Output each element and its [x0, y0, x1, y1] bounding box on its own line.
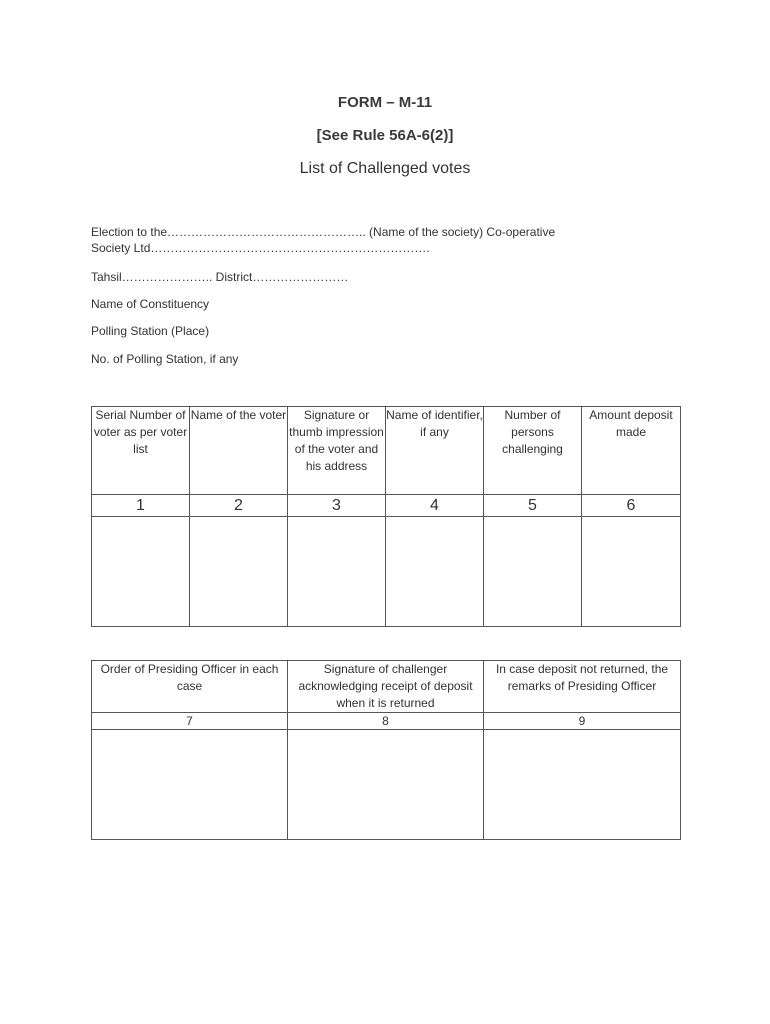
- column-header-amount-deposit: Amount deposit made: [582, 407, 681, 495]
- blank-cell: [484, 730, 681, 840]
- column-number: 7: [92, 713, 288, 730]
- column-number: 8: [288, 713, 484, 730]
- blank-cell: [288, 730, 484, 840]
- column-header-persons-challenging: Number of persons challenging: [484, 407, 582, 495]
- column-number: 5: [484, 495, 582, 517]
- column-header-challenger-signature: Signature of challenger acknowledging receipt of deposit when it is returned: [288, 661, 484, 713]
- column-header-signature: Signature or thumb impression of the voter and his address: [288, 407, 386, 495]
- blank-cell: [92, 517, 190, 627]
- blank-cell: [386, 517, 484, 627]
- column-header-voter-name: Name of the voter: [190, 407, 288, 495]
- column-header-identifier: Name of identifier, if any: [386, 407, 484, 495]
- blank-cell: [92, 730, 288, 840]
- presiding-officer-table: [91, 660, 681, 840]
- tahsil-district-line: Tahsil………………….. District……………………: [91, 270, 349, 284]
- challenged-votes-table: [91, 406, 681, 627]
- column-header-presiding-order: Order of Presiding Officer in each case: [92, 661, 288, 713]
- blank-cell: [484, 517, 582, 627]
- column-number: 9: [484, 713, 681, 730]
- rule-reference: [See Rule 56A-6(2)]: [316, 127, 454, 144]
- column-number: 2: [190, 495, 288, 517]
- column-number: 4: [386, 495, 484, 517]
- column-header-remarks: In case deposit not returned, the remarks of Presiding Officer: [484, 661, 681, 713]
- column-number: 3: [288, 495, 386, 517]
- column-number: 1: [92, 495, 190, 517]
- polling-station-place-label: Polling Station (Place): [91, 324, 210, 338]
- blank-cell: [582, 517, 681, 627]
- form-title: List of Challenged votes: [299, 160, 471, 177]
- form-number: FORM – M-11: [337, 94, 433, 111]
- column-header-serial-number: Serial Number of voter as per voter list: [92, 407, 190, 495]
- blank-cell: [190, 517, 288, 627]
- polling-station-number-label: No. of Polling Station, if any: [91, 352, 239, 366]
- column-number: 6: [582, 495, 681, 517]
- blank-cell: [288, 517, 386, 627]
- election-line: Election to the………………………………………….. (Name of the society) Co-operative Society Ltd…………………………………………………………….: [91, 225, 556, 255]
- constituency-label: Name of Constituency: [91, 297, 210, 311]
